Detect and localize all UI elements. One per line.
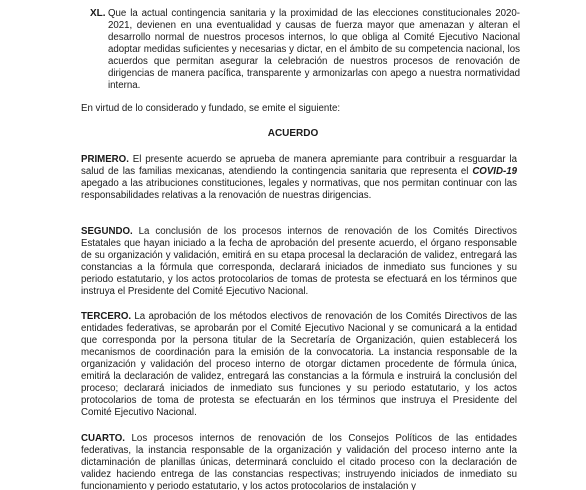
cuarto-label: CUARTO. (81, 433, 125, 444)
cuarto-text: Los procesos internos de renovación de los Consejos Políticos de las entidades federativas, la instancia responsable de la organización y validación del proceso interno ante la dictaminación de planillas únicas, determinará concluido el citado proceso con la declaración de validez haciendo entrega de las constancias respectivas; instruyendo iniciados de inmediato su funcionamiento y periodo estatutario, y los actos protocolarios de instalación y (81, 433, 517, 490)
tercero-label: TERCERO. (81, 311, 132, 322)
segundo-label: SEGUNDO. (81, 226, 133, 237)
intro-line: En virtud de lo considerado y fundado, se emite el siguiente: (81, 103, 341, 114)
cuarto-paragraph (81, 433, 517, 490)
primero-paragraph (81, 154, 517, 202)
primero-label: PRIMERO. (81, 154, 129, 165)
covid-emphasis: COVID-19 (472, 166, 517, 177)
segundo-text: La conclusión de los procesos internos de renovación de los Comités Directivos Estatales que hayan iniciado a la fecha de aprobación del presente acuerdo, el órgano responsable de su organización y validación, emitirá en su etapa procesal la declaración de validez, entregará las constancias a la fórmula que corresponda, declarará iniciados de inmediato sus funciones y su periodo estatutario, y los actos protocolarios de tomas de protesta se efectuará en los términos que instruya el Presidente del Comité Ejecutivo Nacional. (81, 226, 517, 297)
tercero-paragraph (81, 311, 517, 419)
primero-text-a: El presente acuerdo se aprueba de manera apremiante para contribuir a resguardar la salud de las familias mexicanas, atendiendo la contingencia sanitaria que representa el (81, 154, 517, 177)
item-text: Que la actual contingencia sanitaria y la proximidad de las elecciones constitucionales 2020-2021, devienen en una eventualidad y causas de fuerza mayor que amenazan y alteran el desarrollo normal de nuestros procesos internos, lo que obliga al Comité Ejecutivo Nacional adoptar medidas suficientes y necesarias y dictar, en el ámbito de su competencia nacional, los acuerdos que permitan asegurar la celebración de nuestros procesos de renovación de dirigencias de manera pacífica, transparente y armonizarlas con apego a nuestra normatividad interna. (108, 8, 520, 91)
acuerdo-heading: ACUERDO (267, 128, 319, 139)
segundo-paragraph (81, 226, 517, 298)
item-number: XL. (90, 8, 106, 19)
primero-text-b: apegado a las atribuciones constituciones, legales y normativas, que nos permitan continuar con las responsabilidades relativas a la renovación de nuestras dirigencias. (81, 178, 517, 201)
tercero-text: La aprobación de los métodos electivos de renovación de los Comités Directivos de las entidades federativas, se aprobarán por el Comité Ejecutivo Nacional y se comunicará a la entidad que corresponda por la persona titular de la Secretaría de Organización, quien establecerá los mecanismos de coordinación para la emisión de la convocatoria. La instancia responsable de la organización y validación del proceso interno de otorgar dictamen procedente de fórmula única, emitirá la declaración de validez, entregará las constancias a la fórmula e instruirá la conclusión del proceso; declarará iniciados de inmediato sus funciones y su periodo estatutario, y los actos protocolarios de toma de protesta se efectuarán en los términos que instruya el Presidente del Comité Ejecutivo Nacional. (81, 311, 517, 418)
